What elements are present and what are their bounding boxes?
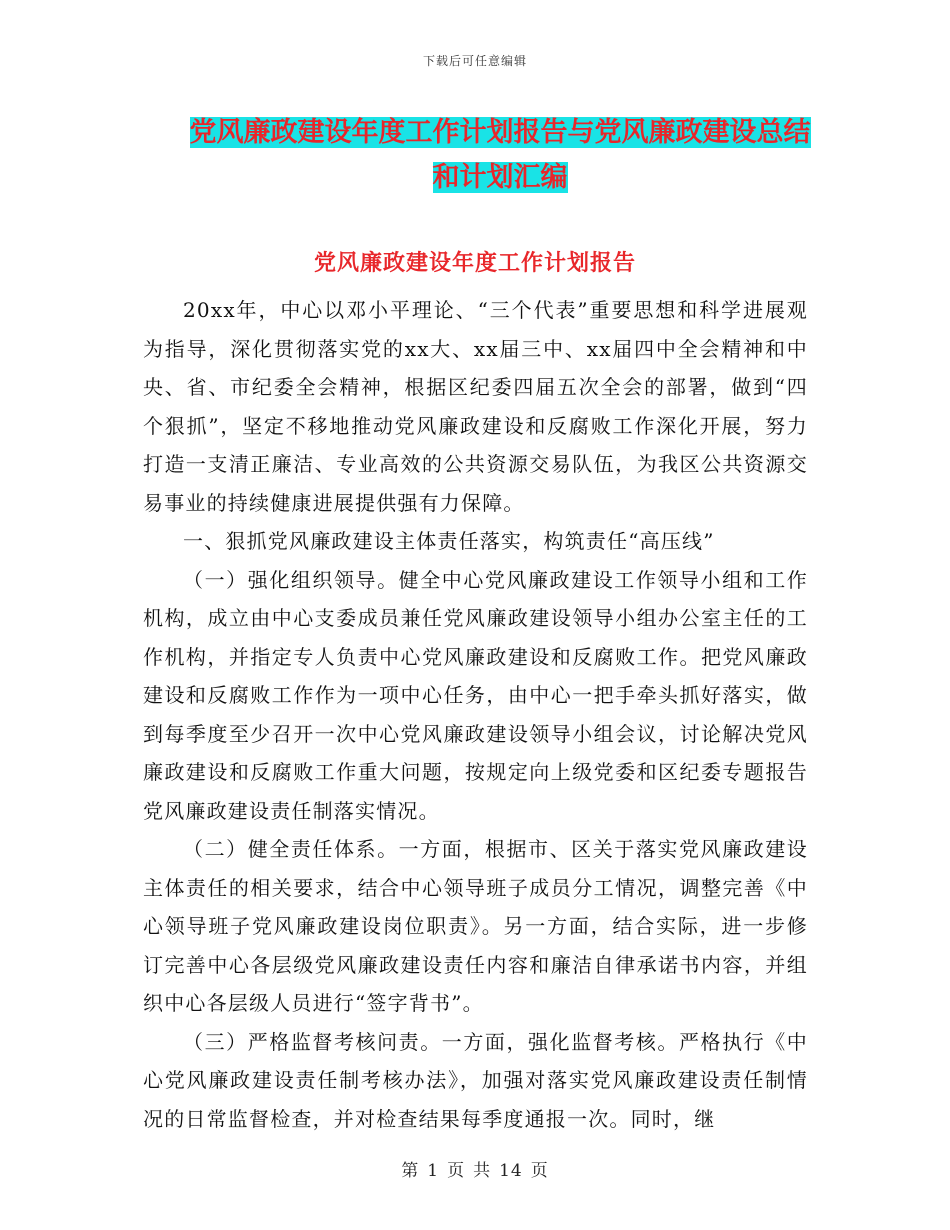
heading-part-one: 一、狠抓党风廉政建设主体责任落实，构筑责任“高压线” <box>183 529 715 553</box>
page-prefix: 第 <box>401 1161 420 1181</box>
header-note: 下载后可任意编辑 <box>422 54 527 68</box>
document-title-line1: 党风廉政建设年度工作计划报告与党风廉政建设总结 <box>189 117 811 148</box>
total-label: 页 <box>530 1161 549 1181</box>
total-prefix: 共 <box>473 1161 492 1181</box>
paragraph-responsibility-system: （二）健全责任体系。一方面，根据市、区关于落实党风廉政建设主体责任的相关要求，结合中心领导班子成员分工情况，调整完善《中心领导班子党风廉政建设岗位职责》。另一方面，结合实际，进一步修订完善中心各层级党风廉政建设责任内容和廉洁自律承诺书内容，并组织中心各层级人员进行“签字背书”。 <box>143 837 808 1015</box>
paragraph-supervision-assessment: （三）严格监督考核问责。一方面，强化监督考核。严格执行《中心党风廉政建设责任制考核办法》，加强对落实党风廉政建设责任制情况的日常监督检查，并对检查结果每季度通报一次。同时，继 <box>143 1029 808 1131</box>
document-title <box>160 110 840 200</box>
document-body <box>143 291 808 1138</box>
page-label: 页 <box>447 1161 466 1181</box>
total-pages: 14 <box>499 1161 523 1181</box>
page-number: 1 <box>427 1161 440 1181</box>
document-title-line2: 和计划汇编 <box>432 162 568 193</box>
section-title: 党风廉政建设年度工作计划报告 <box>313 250 636 276</box>
paragraph-organization-leadership: （一）强化组织领导。健全中心党风廉政建设工作领导小组和工作机构，成立由中心支委成员兼任党风廉政建设领导小组办公室主任的工作机构，并指定专人负责中心党风廉政建设和反腐败工作。把党风廉政建设和反腐败工作作为一项中心任务，由中心一把手牵头抓好落实，做到每季度至少召开一次中心党风廉政建设领导小组会议，讨论解决党风廉政建设和反腐败工作重大问题，按规定向上级党委和区纪委专题报告党风廉政建设责任制落实情况。 <box>143 567 808 823</box>
page-footer <box>0 1156 950 1181</box>
paragraph-intro: 20xx年，中心以邓小平理论、“三个代表”重要思想和科学进展观为指导，深化贯彻落实党的xx大、xx届三中、xx届四中全会精神和中央、省、市纪委全会精神，根据区纪委四届五次全会的部署，做到“四个狠抓”，坚定不移地推动党风廉政建设和反腐败工作深化开展，努力打造一支清正廉洁、专业高效的公共资源交易队伍，为我区公共资源交易事业的持续健康进展提供强有力保障。 <box>143 298 808 515</box>
